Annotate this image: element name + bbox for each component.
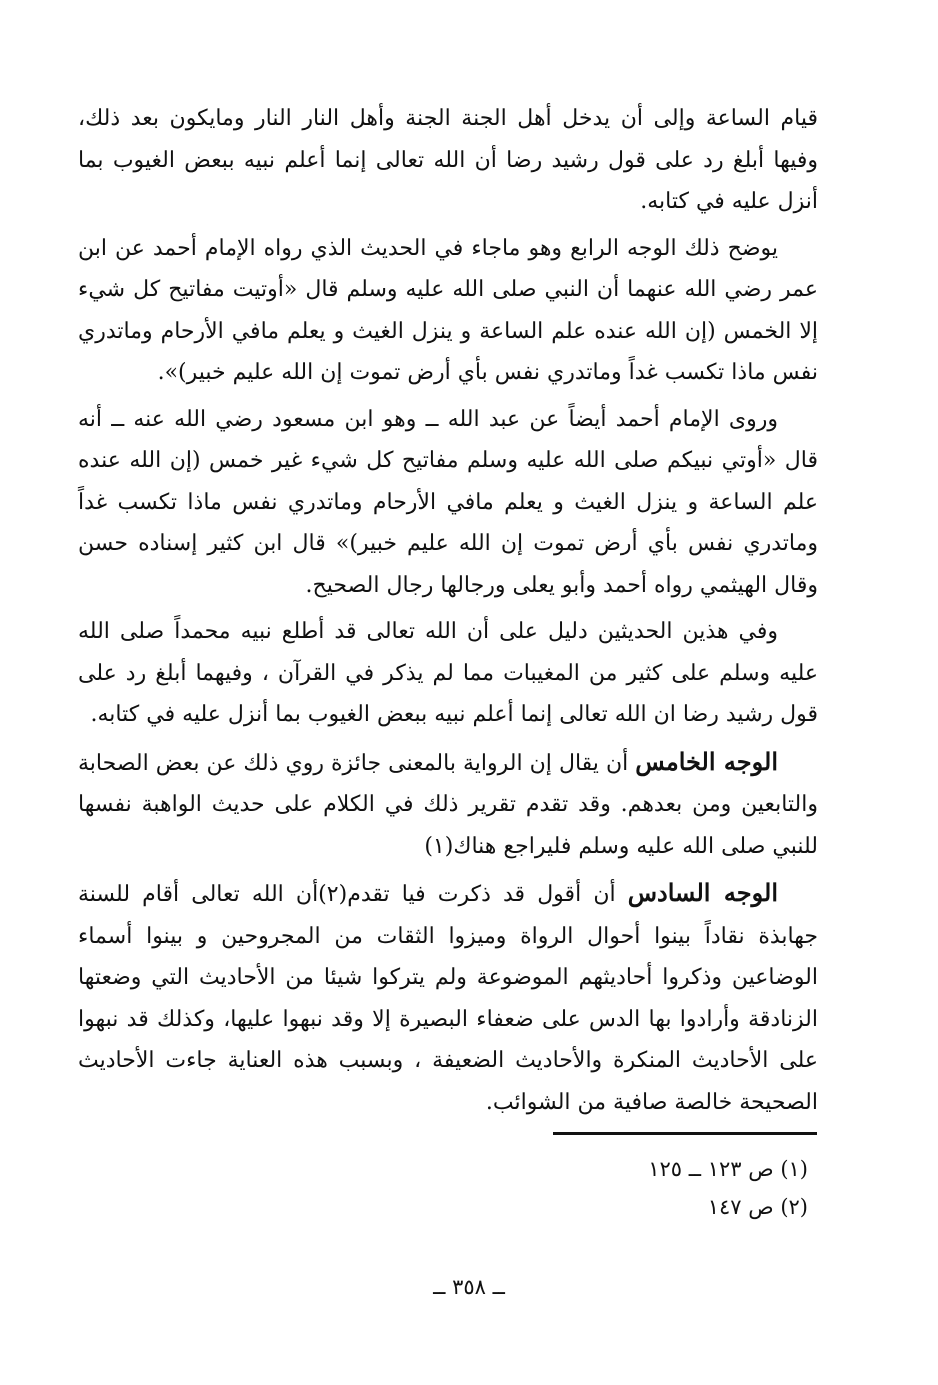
paragraph-5 — [78, 741, 818, 868]
paragraph-3-text: وروى الإمام أحمد أيضاً عن عبد الله ــ وهو ابن مسعود رضي الله عنه ــ أنه قال «أوتي نبيكم صلى الله عليه وسلم مفاتيح كل شيء غير خمس (إن الله عنده علم الساعة و ينزل الغيث و يعلم مافي الأرحام وماتدري نفس ماذا تكسب غداً وماتدري نفس بأي أرض تموت إن الله عليم خبير)» قال ابن كثير إسناده حسن وقال الهيثمي رواه أحمد وأبو يعلى ورجالها رجال الصحيح. — [78, 406, 818, 598]
page-body — [78, 98, 818, 1128]
paragraph-1-text: قيام الساعة وإلى أن يدخل أهل الجنة الجنة وأهل النار النار ومايكون بعد ذلك، وفيها أبلغ رد على قول رشيد رضا أن الله تعالى إنما أعلم نبيه ببعض الغيوب بما أنزل عليه في كتابه. — [78, 106, 818, 214]
section-heading-fifth: الوجه الخامس — [635, 746, 778, 776]
paragraph-2-text: يوضح ذلك الوجه الرابع وهو ماجاء في الحديث الذي رواه الإمام أحمد عن ابن عمر رضي الله عنهما أن النبي صلى الله عليه وسلم قال «أوتيت مفاتيح كل شيء إلا الخمس (إن الله عنده علم الساعة و ينزل الغيث و يعلم مافي الأرحام وماتدري نفس ماذا تكسب غداً وماتدري نفس بأي أرض تموت إن الله عليم خبير)». — [78, 235, 818, 385]
paragraph-6-text: أن أقول قد ذكرت فيا تقدم(٢)أن الله تعالى أقام للسنة جهابذة نقاداً بينوا أحوال الرواة وميزوا الثقات من المجروحين و بينوا أسماء الوضاعين وذكروا أحاديثهم الموضوعة ولم يتركوا شيئا من الأحاديث التي وضعتها الزنادقة وأرادوا بها الدس على ضعفاء البصيرة إلا وقد نبهوا عليها، وكذلك قد نبهوا على الأحاديث المنكرة والأحاديث الضعيفة ، وبسبب هذه العناية جاءت الأحاديث الصحيحة خالصة صافية من الشوائب. — [78, 882, 818, 1115]
paragraph-2 — [78, 228, 818, 394]
paragraph-4-text: وفي هذين الحديثين دليل على أن الله تعالى قد أطلع نبيه محمداً صلى الله عليه وسلم على كثير من المغيبات مما لم يذكر في القرآن ، وفيهما أبلغ رد على قول رشيد رضا ان الله تعالى إنما أعلم نبيه ببعض الغيوب بما أنزل عليه في كتابه. — [78, 619, 818, 727]
page-number: ــ ٣٥٨ ــ — [433, 1275, 505, 1299]
paragraph-3 — [78, 399, 818, 607]
section-heading-sixth: الوجه السادس — [627, 878, 779, 907]
footnote-separator — [553, 1132, 817, 1135]
footnote-2: (٢) ص ١٤٧ — [707, 1195, 808, 1219]
paragraph-5-text: أن يقال إن الرواية بالمعنى جائزة روي ذلك عن بعض الصحابة والتابعين ومن بعدهم. وقد تقدم تقرير ذلك في الكلام على حديث الواهبة نفسها للنبي صلى الله عليه وسلم فليراجع هناك(١) — [78, 750, 818, 859]
paragraph-6 — [78, 872, 818, 1123]
footnotes — [648, 1150, 808, 1226]
footnote-1: (١) ص ١٢٣ ــ ١٢٥ — [648, 1157, 808, 1181]
paragraph-4 — [78, 611, 818, 736]
paragraph-1 — [78, 98, 818, 223]
